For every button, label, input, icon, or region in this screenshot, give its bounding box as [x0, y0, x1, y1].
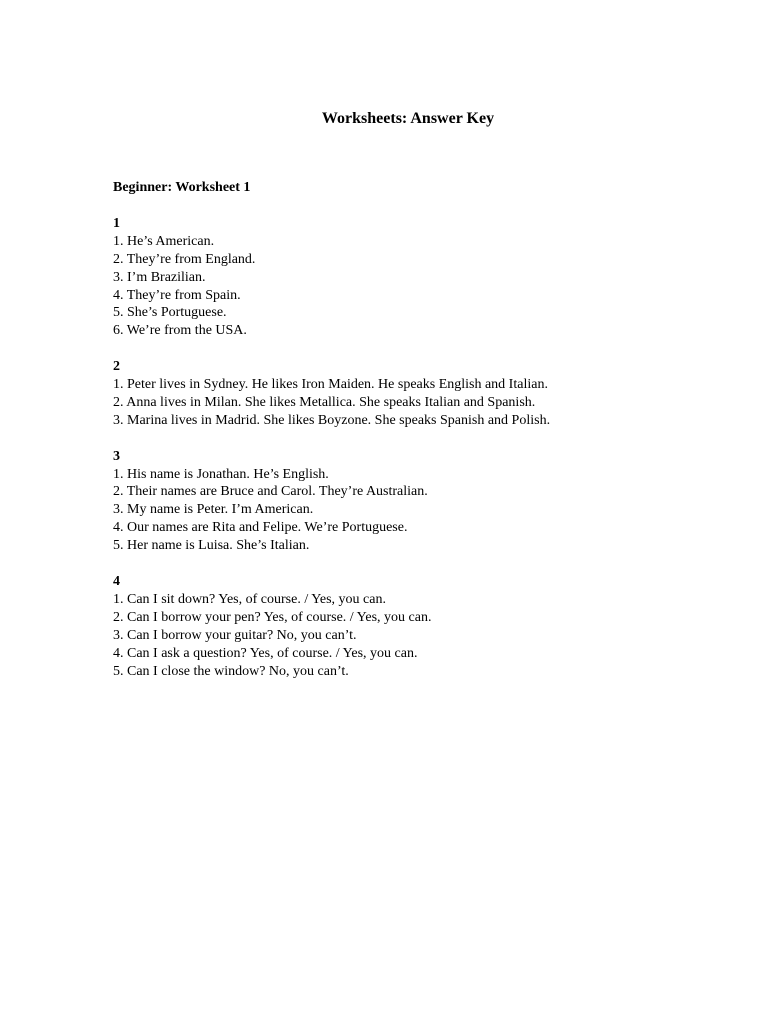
answer-line: 1. Can I sit down? Yes, of course. / Yes, you can. [113, 591, 386, 607]
answer-line: 3. Can I borrow your guitar? No, you can’t. [113, 627, 357, 643]
answer-section-1 [113, 215, 753, 340]
answer-section-3 [113, 448, 753, 555]
answer-line: 2. They’re from England. [113, 251, 256, 267]
section-number: 4 [113, 573, 120, 589]
document-title: Worksheets: Answer Key [321, 110, 495, 127]
section-number: 3 [113, 448, 120, 464]
answer-line: 1. He’s American. [113, 233, 215, 249]
answer-line: 5. She’s Portuguese. [113, 305, 227, 321]
answer-line: 1. His name is Jonathan. He’s English. [113, 466, 329, 482]
answer-line: 2. Can I borrow your pen? Yes, of course. / Yes, you can. [113, 609, 432, 625]
answer-line: 1. Peter lives in Sydney. He likes Iron Maiden. He speaks English and Italian. [113, 377, 548, 393]
section-number: 2 [113, 359, 120, 375]
answer-line: 3. I’m Brazilian. [113, 269, 206, 285]
answer-line: 4. Can I ask a question? Yes, of course. / Yes, you can. [113, 645, 418, 661]
answer-line: 2. Their names are Bruce and Carol. They’re Australian. [113, 484, 428, 500]
answer-line: 4. Our names are Rita and Felipe. We’re Portuguese. [113, 520, 408, 536]
section-number: 1 [113, 215, 120, 231]
answer-line: 3. My name is Peter. I’m American. [113, 502, 314, 518]
answer-line: 2. Anna lives in Milan. She likes Metallica. She speaks Italian and Spanish. [113, 394, 536, 410]
answer-line: 5. Her name is Luisa. She’s Italian. [113, 538, 310, 554]
document-body [113, 179, 753, 698]
answer-line: 3. Marina lives in Madrid. She likes Boyzone. She speaks Spanish and Polish. [113, 412, 551, 428]
answer-line: 4. They’re from Spain. [113, 287, 241, 303]
answer-line: 6. We’re from the USA. [113, 323, 247, 339]
answer-line: 5. Can I close the window? No, you can’t. [113, 663, 349, 679]
answer-section-2 [113, 358, 753, 430]
answer-section-4 [113, 573, 753, 680]
worksheet-heading: Beginner: Worksheet 1 [113, 180, 251, 195]
